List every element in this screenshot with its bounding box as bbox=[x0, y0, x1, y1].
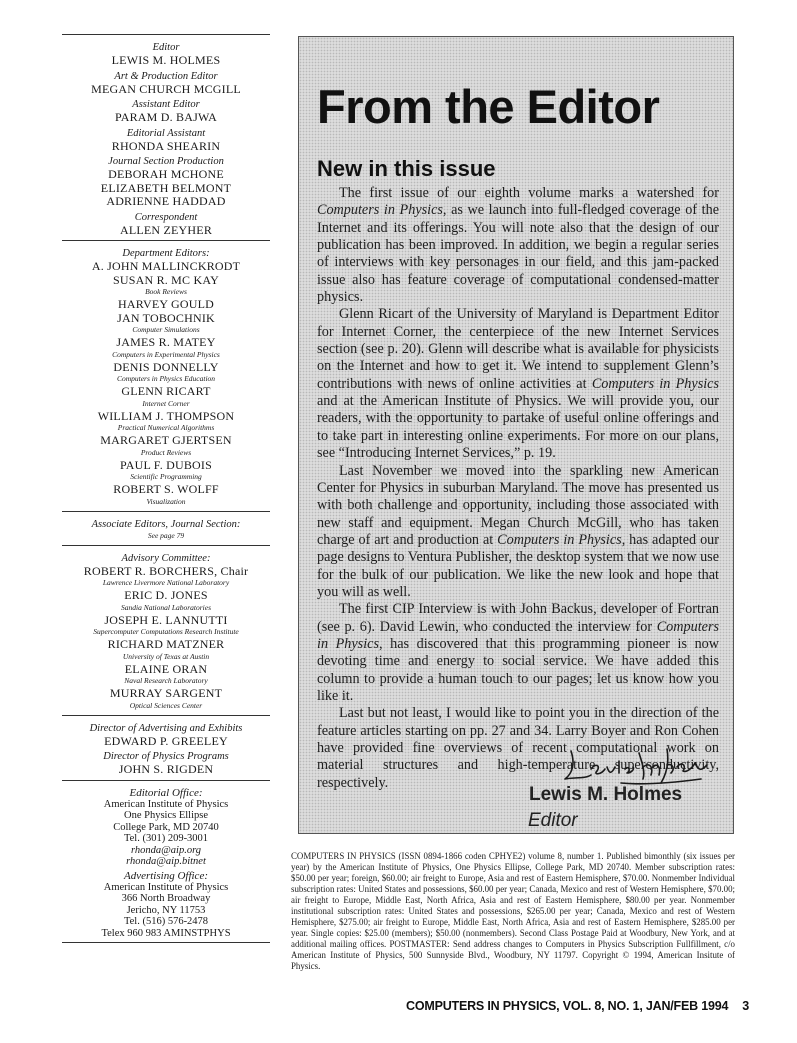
department-label: Visualization bbox=[146, 496, 186, 506]
person-name: DENIS DONNELLY bbox=[113, 359, 219, 374]
associate-editors-block bbox=[62, 512, 270, 545]
person-name: ADRIENNE HADDAD bbox=[106, 194, 226, 208]
address-line: 366 North Broadway bbox=[121, 893, 211, 904]
role-label: Art & Production Editor bbox=[114, 70, 218, 82]
role-label: Director of Physics Programs bbox=[103, 751, 229, 762]
department-editors-block bbox=[62, 241, 270, 511]
signature-title: Editor bbox=[528, 810, 578, 831]
text-run: , has adapted our page designs to Ventura Publisher, the desktop system that we now use for the bulk of our publication. We like the new look and hope that you will as well. bbox=[317, 531, 719, 600]
department-label: Computer Simulations bbox=[132, 325, 200, 334]
person-name: MURRAY SARGENT bbox=[109, 686, 223, 700]
email-address: rhonda@aip.bitnet bbox=[126, 856, 206, 867]
person-name: MARGARET GJERTSEN bbox=[100, 433, 232, 447]
role-label: Correspondent bbox=[134, 211, 198, 223]
section-heading: New in this issue bbox=[317, 156, 496, 181]
phone-line: Tel. (516) 576-2478 bbox=[123, 916, 209, 927]
role-label: Director of Advertising and Exhibits bbox=[89, 722, 243, 734]
address-line: Jericho, NY 11753 bbox=[126, 904, 206, 916]
section-heading: Department Editors: bbox=[122, 248, 210, 259]
person-name: PAUL F. DUBOIS bbox=[120, 457, 212, 472]
telex-line: Telex 960 983 AMINSTPHYS bbox=[101, 927, 231, 939]
address-line: American Institute of Physics bbox=[103, 798, 229, 810]
page-title: From the Editor bbox=[317, 80, 660, 133]
paragraph bbox=[317, 306, 719, 462]
person-name: ELIZABETH BELMONT bbox=[100, 180, 232, 195]
affiliation-label: Supercomputer Computations Research Institute bbox=[93, 627, 239, 636]
person-name: ERIC D. JONES bbox=[124, 588, 208, 602]
department-label: Practical Numerical Algorithms bbox=[117, 423, 215, 432]
affiliation-label: University of Texas at Austin bbox=[122, 651, 210, 661]
section-heading: Advisory Committee: bbox=[121, 552, 211, 564]
journal-name: Computers in Physics bbox=[591, 375, 719, 392]
person-name: DEBORAH MCHONE bbox=[108, 167, 224, 181]
person-name: ELAINE ORAN bbox=[124, 661, 208, 676]
person-name: GLENN RICART bbox=[121, 384, 211, 398]
person-name: A. JOHN MALLINCKRODT bbox=[91, 259, 241, 273]
text-run: , as we launch into full-fledged coverage of the Internet and its offerings. You will note also that the design of our publication has been improved. In addition, we begin a regular series of interviews with key personages in our field, and this jam-packed issue also has feature coverage of computational condensed-matter physics. bbox=[317, 202, 720, 306]
masthead-staff-block bbox=[62, 35, 270, 240]
paragraph bbox=[317, 601, 719, 705]
page-reference: See page 79 bbox=[147, 530, 185, 540]
person-name: JAMES R. MATEY bbox=[116, 335, 216, 349]
person-name: WILLIAM J. THOMPSON bbox=[97, 408, 235, 423]
person-name: LEWIS M. HOLMES bbox=[111, 53, 221, 67]
person-name: JOHN S. RIGDEN bbox=[118, 762, 214, 776]
person-name: ALLEN ZEYHER bbox=[119, 222, 213, 237]
section-heading: Associate Editors, Journal Section: bbox=[91, 518, 241, 530]
affiliation-label: Naval Research Laboratory bbox=[124, 676, 208, 685]
directors-block bbox=[62, 716, 270, 780]
person-name: SUSAN R. MC KAY bbox=[113, 272, 219, 287]
person-name: JAN TOBOCHNIK bbox=[117, 310, 215, 325]
publication-info: COMPUTERS IN PHYSICS (ISSN 0894-1866 coden CPHYE2) volume 8, number 1. Published bimonthly (six issues per year) by the American Institute of Physics, One Physics Ellipse, College Park, MD 20740. Member subscription rates: $50.00 per year; foreign, $60.00; air freight to Europe, Asia and rest of Eastern Hemisphere, $70.00. Nonmember Individual subscription rates: United States and possessions, $60.00 per year; Canada, Mexico and rest of Western Hemisphere, $70.00; air freight to Europe, Middle East, North Africa, Asia and rest of Eastern Hemisphere, $80.00 per year. Nonmember institutional subscription rates: United States and possessions, $265.00 per year; Canada, Mexico and rest of Western Hemisphere, $275.00; air freight to Europe, Middle East, North Africa, Asia and rest of Eastern Hemisphere, $285.00 per year. Single copies: $25.00 (members); $50.00 (nonmembers). Second Class Postage Paid at Woodbury, New York, and at additional mailing offices. POSTMASTER: Send address changes to Computers in Physics Subscription Fullfillment, c/o American Institute of Physics, 500 Sunnyside Blvd., Woodbury, NY 11797. Copyright © 1994, American Insitute of Physics. bbox=[291, 851, 735, 971]
person-name: RHONDA SHEARIN bbox=[111, 138, 221, 153]
role-label: Editor bbox=[152, 42, 180, 53]
affiliation-label: Optical Sciences Center bbox=[129, 700, 203, 710]
text-run: The first CIP Interview is with John Backus, developer of Fortran (see p. 6). David Lewin, who conducted the interview for bbox=[317, 601, 719, 635]
handwritten-signature bbox=[561, 739, 711, 789]
text-run: , has discovered that this programming pioneer is now devoting time and energy to social service. We have added this column to provide a human touch to our pages; let us know how you like it. bbox=[317, 635, 720, 704]
text-run: The first issue of our eighth volume marks a watershed for bbox=[339, 185, 719, 201]
masthead bbox=[62, 34, 270, 943]
signature-name: Lewis M. Holmes bbox=[529, 784, 683, 805]
section-heading: Editorial Office: bbox=[129, 786, 203, 799]
editorial-box bbox=[298, 36, 734, 834]
address-line: One Physics Ellipse bbox=[124, 810, 208, 821]
person-name: ROBERT R. BORCHERS, Chair bbox=[83, 563, 249, 578]
divider bbox=[62, 942, 270, 943]
page-footer bbox=[406, 999, 749, 1013]
affiliation-label: Lawrence Livermore National Laboratory bbox=[102, 578, 230, 587]
department-label: Product Reviews bbox=[140, 447, 192, 457]
department-label: Internet Corner bbox=[142, 398, 190, 408]
person-name: MEGAN CHURCH MCGILL bbox=[91, 81, 241, 96]
address-line: College Park, MD 20740 bbox=[113, 821, 219, 833]
email-address: rhonda@aip.org bbox=[130, 844, 202, 856]
text-run: Glenn Ricart of the University of Maryland is Department Editor for Internet Corner, the centerpiece of the new Internet Services section (see p. 20). Glenn will describe what is available for physicists on the Internet and how to get it. We intend to supplement Glenn’s contributions with news of online activities at bbox=[317, 306, 719, 392]
department-label: Computers in Experimental Physics bbox=[112, 349, 220, 359]
role-label: Assistant Editor bbox=[132, 99, 200, 110]
editorial-body bbox=[317, 185, 719, 792]
affiliation-label: Sandia National Laboratories bbox=[120, 602, 211, 612]
journal-name: Computers in Physics bbox=[317, 618, 719, 652]
phone-line: Tel. (301) 209-3001 bbox=[123, 833, 209, 844]
role-label: Journal Section Production bbox=[108, 156, 224, 167]
person-name: ROBERT S. WOLFF bbox=[113, 482, 219, 496]
paragraph bbox=[317, 463, 719, 602]
paragraph bbox=[317, 185, 719, 306]
person-name: JOSEPH E. LANNUTTI bbox=[104, 612, 228, 627]
text-run: Last November we moved into the sparkling new American Center for Physics in suburban Maryland. The move has presented us with both challenge and opportunity, including those associated with new staff and equipment. Megan Church McGill, who has taken charge of art and production at bbox=[317, 462, 719, 548]
department-label: Computers in Physics Education bbox=[116, 374, 216, 383]
person-name: RICHARD MATZNER bbox=[107, 637, 225, 651]
journal-name: Computers in Physics bbox=[317, 202, 443, 219]
address-line: American Institute of Physics bbox=[103, 881, 229, 893]
department-label: Scientific Programming bbox=[130, 472, 202, 481]
role-label: Editorial Assistant bbox=[126, 127, 206, 139]
person-name: HARVEY GOULD bbox=[118, 297, 214, 311]
offices-block bbox=[62, 781, 270, 943]
person-name: PARAM D. BAJWA bbox=[114, 110, 218, 124]
person-name: EDWARD P. GREELEY bbox=[104, 733, 228, 748]
section-heading: Advertising Office: bbox=[123, 869, 208, 882]
advisory-committee-block bbox=[62, 546, 270, 715]
journal-name: Computers in Physics bbox=[497, 531, 622, 548]
text-run: and at the American Institute of Physics. We will provide you, our readers, with the opportunity to partake of useful online offerings and to take part in interesting online experiments. For more on our plans, see “Introducing Internet Services,” p. 19. bbox=[317, 393, 719, 462]
text-run: Last but not least, I would like to point you in the direction of the feature articles starting on pp. 27 and 34. Larry Boyer and Ron Cohen have provided fine overviews of recent computational work on material structures and high-temperature superconductivity, respectively. bbox=[317, 705, 719, 791]
department-label: Book Reviews bbox=[145, 287, 187, 296]
page-number: 3 bbox=[742, 999, 749, 1013]
running-title: COMPUTERS IN PHYSICS, VOL. 8, NO. 1, JAN/FEB 1994 bbox=[406, 999, 729, 1013]
